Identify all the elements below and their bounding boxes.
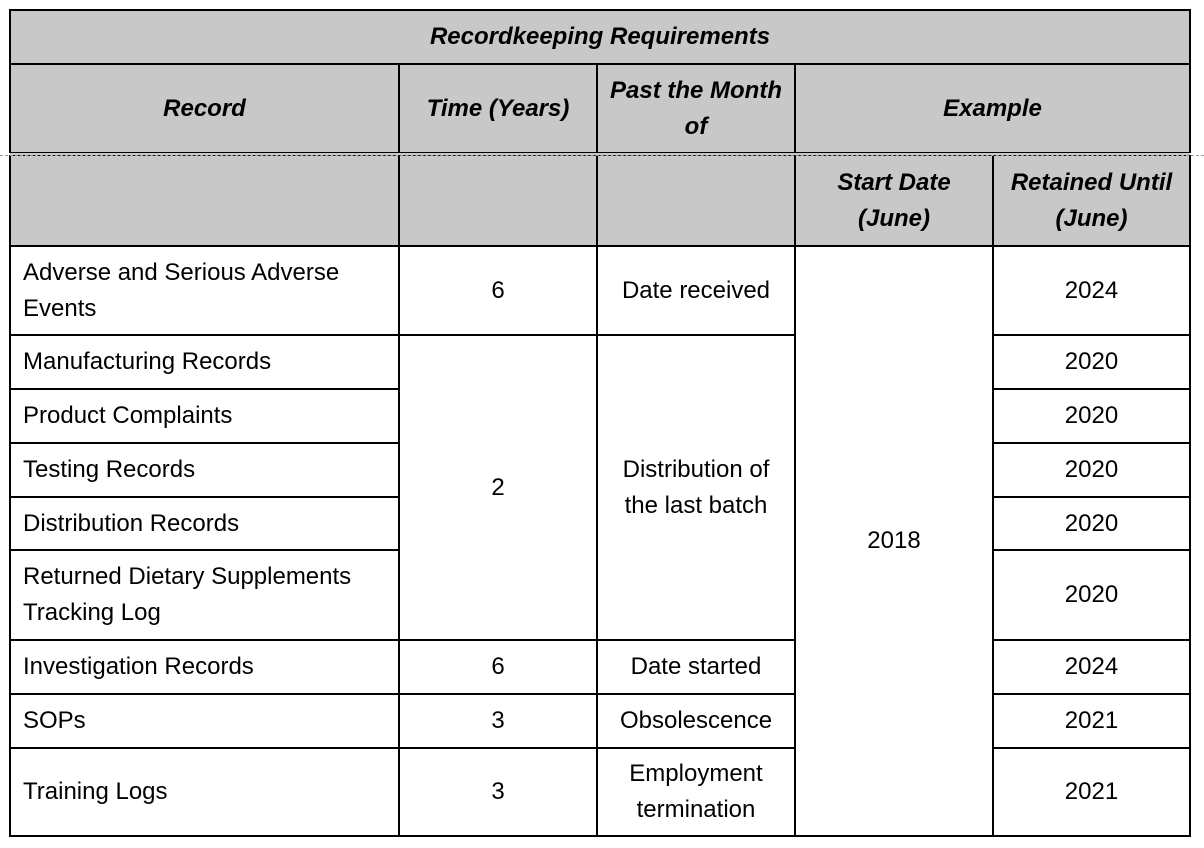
header-blank-time [399, 154, 597, 246]
retained-cell: 2020 [993, 550, 1190, 640]
header-retained-until: Retained Until (June) [993, 154, 1190, 246]
record-cell: Manufacturing Records [10, 335, 399, 389]
header-example: Example [795, 64, 1190, 154]
time-cell: 3 [399, 748, 597, 836]
header-past-month: Past the Month of [597, 64, 795, 154]
table-row [10, 748, 1190, 836]
past-month-cell-group: Distribution of the last batch [597, 335, 795, 640]
time-cell: 6 [399, 246, 597, 335]
recordkeeping-table [9, 9, 1191, 837]
retained-cell: 2020 [993, 389, 1190, 443]
record-cell: Testing Records [10, 443, 399, 497]
retained-cell: 2020 [993, 497, 1190, 550]
record-cell: Returned Dietary Supplements Tracking Log [10, 550, 399, 640]
header-blank-past [597, 154, 795, 246]
page-break-divider [0, 155, 1204, 156]
table-row [10, 640, 1190, 694]
record-cell: Adverse and Serious Adverse Events [10, 246, 399, 335]
retained-cell: 2021 [993, 748, 1190, 836]
retained-cell: 2020 [993, 443, 1190, 497]
header-time: Time (Years) [399, 64, 597, 154]
table-row [10, 694, 1190, 748]
table-title: Recordkeeping Requirements [10, 10, 1190, 64]
time-cell-group: 2 [399, 335, 597, 640]
retained-cell: 2024 [993, 246, 1190, 335]
past-month-cell: Employment termination [597, 748, 795, 836]
past-month-cell: Date started [597, 640, 795, 694]
time-cell: 6 [399, 640, 597, 694]
start-date-cell: 2018 [795, 246, 993, 836]
record-cell: Product Complaints [10, 389, 399, 443]
record-cell: SOPs [10, 694, 399, 748]
past-month-cell: Date received [597, 246, 795, 335]
table-row [10, 335, 1190, 389]
record-cell: Training Logs [10, 748, 399, 836]
past-month-cell: Obsolescence [597, 694, 795, 748]
retained-cell: 2021 [993, 694, 1190, 748]
time-cell: 3 [399, 694, 597, 748]
record-cell: Investigation Records [10, 640, 399, 694]
header-blank-record [10, 154, 399, 246]
retained-cell: 2020 [993, 335, 1190, 389]
record-cell: Distribution Records [10, 497, 399, 550]
table-row [10, 246, 1190, 335]
header-start-date: Start Date (June) [795, 154, 993, 246]
retained-cell: 2024 [993, 640, 1190, 694]
header-record: Record [10, 64, 399, 154]
